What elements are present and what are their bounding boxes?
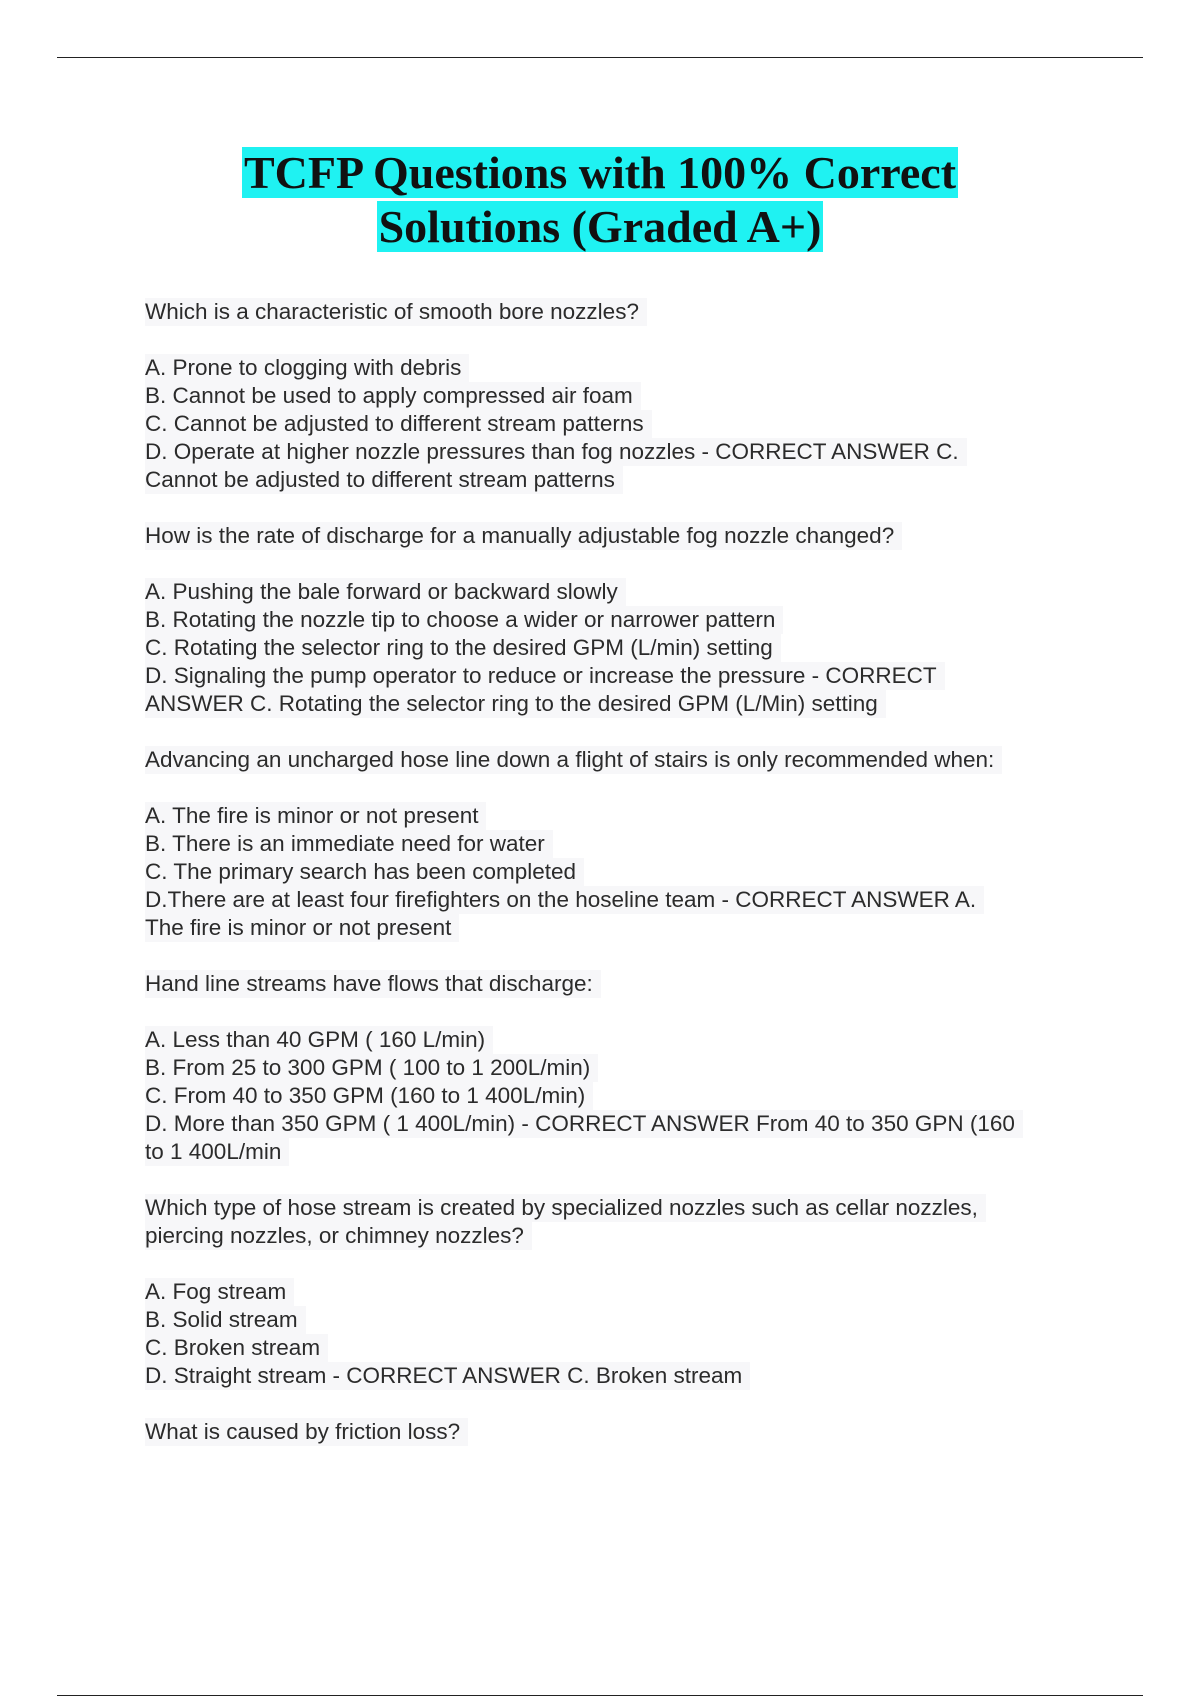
- answer-option: C. The primary search has been completed: [145, 858, 584, 886]
- answer-option: B. Solid stream: [145, 1306, 306, 1334]
- answers-3: [145, 802, 1105, 942]
- answers-4: [145, 1026, 1105, 1166]
- answer-option: B. There is an immediate need for water: [145, 830, 553, 858]
- document-title: [0, 146, 1200, 254]
- question-text: piercing nozzles, or chimney nozzles?: [145, 1222, 532, 1250]
- answers-5: [145, 1278, 1105, 1390]
- answer-option: Cannot be adjusted to different stream patterns: [145, 466, 623, 494]
- answer-option: D. Straight stream - CORRECT ANSWER C. Broken stream: [145, 1362, 750, 1390]
- answer-option: D. Signaling the pump operator to reduce or increase the pressure - CORRECT: [145, 662, 945, 690]
- top-rule: [57, 57, 1143, 58]
- answer-option: to 1 400L/min: [145, 1138, 289, 1166]
- answer-option: B. From 25 to 300 GPM ( 100 to 1 200L/min): [145, 1054, 598, 1082]
- document-body: [145, 298, 1105, 1474]
- answer-option: C. Cannot be adjusted to different stream patterns: [145, 410, 652, 438]
- answers-1: [145, 354, 1105, 494]
- answer-option: C. From 40 to 350 GPM (160 to 1 400L/min): [145, 1082, 593, 1110]
- answer-option: D. Operate at higher nozzle pressures than fog nozzles - CORRECT ANSWER C.: [145, 438, 967, 466]
- question-text: What is caused by friction loss?: [145, 1418, 468, 1446]
- answer-option: A. Fog stream: [145, 1278, 294, 1306]
- answer-option: B. Rotating the nozzle tip to choose a wider or narrower pattern: [145, 606, 783, 634]
- answer-option: A. Less than 40 GPM ( 160 L/min): [145, 1026, 493, 1054]
- title-line-2: Solutions (Graded A+): [378, 201, 822, 252]
- answer-option: D. More than 350 GPM ( 1 400L/min) - CORRECT ANSWER From 40 to 350 GPN (160: [145, 1110, 1023, 1138]
- answer-option: The fire is minor or not present: [145, 914, 459, 942]
- answer-option: A. The fire is minor or not present: [145, 802, 486, 830]
- answers-2: [145, 578, 1105, 718]
- answer-option: D.There are at least four firefighters on the hoseline team - CORRECT ANSWER A.: [145, 886, 984, 914]
- title-line-1: TCFP Questions with 100% Correct: [243, 147, 957, 198]
- answer-option: A. Pushing the bale forward or backward slowly: [145, 578, 626, 606]
- question-text: How is the rate of discharge for a manually adjustable fog nozzle changed?: [145, 522, 902, 550]
- answer-option: B. Cannot be used to apply compressed air foam: [145, 382, 641, 410]
- answer-option: C. Rotating the selector ring to the desired GPM (L/min) setting: [145, 634, 781, 662]
- question-4: [145, 970, 1105, 998]
- answer-option: ANSWER C. Rotating the selector ring to the desired GPM (L/Min) setting: [145, 690, 886, 718]
- question-text: Advancing an uncharged hose line down a flight of stairs is only recommended when:: [145, 746, 1002, 774]
- question-1: [145, 298, 1105, 326]
- question-6: [145, 1418, 1105, 1446]
- question-text: Which is a characteristic of smooth bore nozzles?: [145, 298, 647, 326]
- answer-option: C. Broken stream: [145, 1334, 328, 1362]
- question-5: [145, 1194, 1105, 1250]
- question-3: [145, 746, 1105, 774]
- question-text: Hand line streams have flows that discharge:: [145, 970, 601, 998]
- question-2: [145, 522, 1105, 550]
- answer-option: A. Prone to clogging with debris: [145, 354, 469, 382]
- bottom-rule: [57, 1695, 1143, 1696]
- question-text: Which type of hose stream is created by specialized nozzles such as cellar nozzles,: [145, 1194, 986, 1222]
